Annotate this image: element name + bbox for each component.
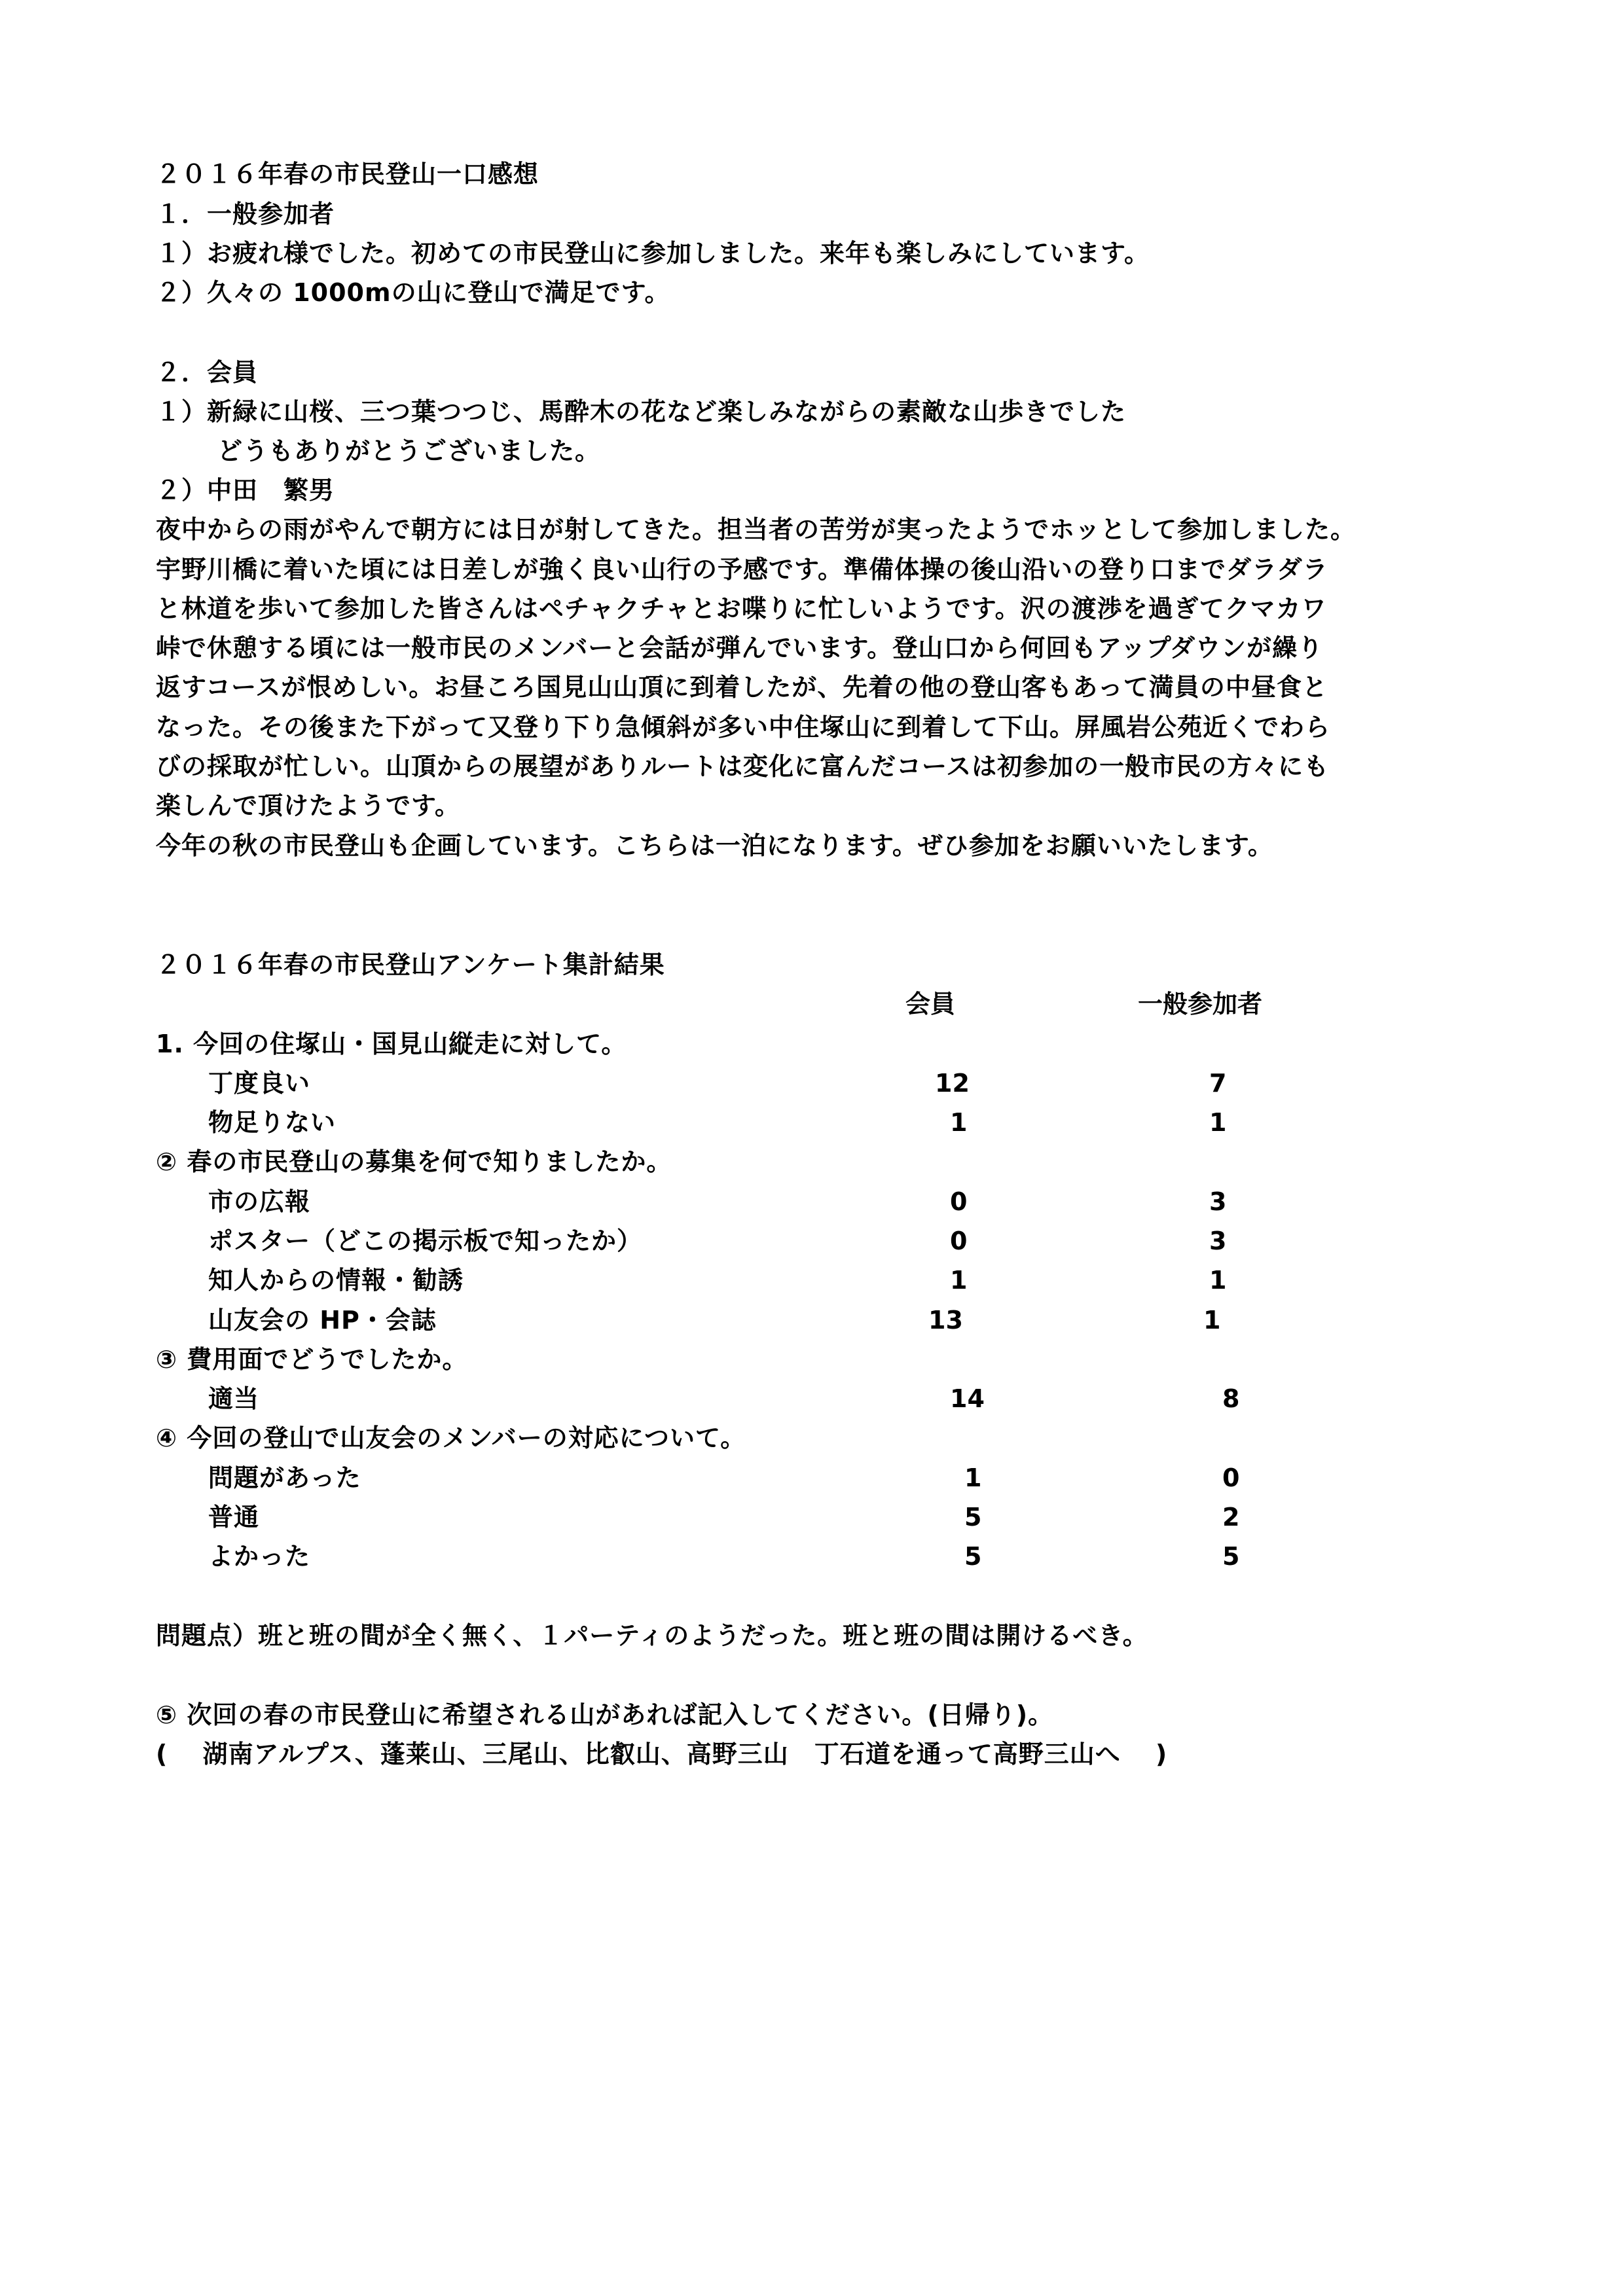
survey-answer-5: ( 湖南アルプス、蓬莱山、三尾山、比叡山、高野三山 丁石道を通って高野三山へ ) bbox=[156, 1740, 1168, 1768]
paragraph-line: 宇野川橋に着いた頃には日差しが強く良い山行の予感です。準備体操の後山沿いの登り口までダラダラ bbox=[156, 555, 1328, 584]
answer-label: 知人からの情報・勧誘 bbox=[208, 1266, 464, 1295]
member-count: 1 bbox=[950, 1266, 968, 1295]
paragraph-line: びの採取が忙しい。山頂からの展望がありルートは変化に富んだコースは初参加の一般市民の方々にも bbox=[156, 752, 1330, 781]
answer-label: 山友会の HP・会誌 bbox=[208, 1306, 437, 1335]
column-header-member: 会員 bbox=[905, 990, 956, 1018]
general-count: 2 bbox=[1222, 1503, 1240, 1532]
answer-label: 物足りない bbox=[208, 1108, 337, 1137]
members-heading: ２．会員 bbox=[156, 358, 259, 387]
column-header-general: 一般参加者 bbox=[1138, 990, 1263, 1018]
closing-line: 今年の秋の市民登山も企画しています。こちらは一泊になります。ぜひ参加をお願いいたします。 bbox=[156, 831, 1273, 860]
paragraph-line: 楽しんで頂けたようです。 bbox=[156, 791, 460, 820]
survey-question-2: ② 春の市民登山の募集を何で知りましたか。 bbox=[156, 1147, 672, 1176]
member-count: 0 bbox=[950, 1227, 968, 1255]
member-count: 1 bbox=[964, 1463, 982, 1492]
members-item-2-heading: ２）中田 繁男 bbox=[156, 476, 335, 505]
general-count: 1 bbox=[1209, 1108, 1227, 1137]
member-count: 1 bbox=[950, 1108, 968, 1137]
general-count: 1 bbox=[1209, 1266, 1227, 1295]
general-count: 8 bbox=[1222, 1384, 1240, 1413]
general-count: 7 bbox=[1209, 1069, 1227, 1098]
general-count: 3 bbox=[1209, 1227, 1227, 1255]
survey-title: ２０１６年春の市民登山アンケート集計結果 bbox=[156, 950, 665, 979]
general-item-2: ２）久々の 1000mの山に登山で満足です。 bbox=[156, 278, 670, 307]
answer-label: 丁度良い bbox=[208, 1069, 311, 1098]
answer-label: 普通 bbox=[208, 1503, 260, 1532]
general-item-1: １）お疲れ様でした。初めての市民登山に参加しました。来年も楽しみにしています。 bbox=[156, 239, 1150, 268]
problem-note: 問題点）班と班の間が全く無く、１パーティのようだった。班と班の間は開けるべき。 bbox=[156, 1621, 1148, 1650]
answer-label: ポスター（どこの掲示板で知ったか） bbox=[208, 1227, 643, 1255]
paragraph-line: 返すコースが恨めしい。お昼ころ国見山山頂に到着したが、先着の他の登山客もあって満員の中昼食と bbox=[156, 673, 1328, 702]
answer-label: よかった bbox=[208, 1542, 311, 1571]
answer-label: 適当 bbox=[208, 1384, 260, 1413]
member-count: 13 bbox=[928, 1306, 963, 1335]
paragraph-line: なった。その後また下がって又登り下り急傾斜が多い中住塚山に到着して下山。屏風岩公苑近くでわら bbox=[156, 713, 1331, 742]
paragraph-line: 夜中からの雨がやんで朝方には日が射してきた。担当者の苦労が実ったようでホッとして参加しました。 bbox=[156, 515, 1357, 544]
paragraph-line: 峠で休憩する頃には一般市民のメンバーと会話が弾んでいます。登山口から何回もアップダウンが繰り bbox=[156, 634, 1323, 662]
survey-question-3: ③ 費用面でどうでしたか。 bbox=[156, 1345, 468, 1374]
answer-label: 問題があった bbox=[208, 1463, 361, 1492]
survey-question-4: ④ 今回の登山で山友会のメンバーの対応について。 bbox=[156, 1424, 746, 1452]
member-count: 5 bbox=[964, 1503, 982, 1532]
member-count: 0 bbox=[950, 1187, 968, 1216]
general-count: 3 bbox=[1209, 1187, 1227, 1216]
impressions-title: ２０１６年春の市民登山一口感想 bbox=[156, 160, 539, 188]
member-count: 5 bbox=[964, 1542, 982, 1571]
member-count: 12 bbox=[935, 1069, 970, 1098]
members-item-1-line-1: １）新緑に山桜、三つ葉つつじ、馬酔木の花など楽しみながらの素敵な山歩きでした bbox=[156, 397, 1127, 426]
survey-question-5: ⑤ 次回の春の市民登山に希望される山があれば記入してください。(日帰り)。 bbox=[156, 1700, 1054, 1729]
general-heading: １．一般参加者 bbox=[156, 200, 335, 228]
members-item-1-line-2: どうもありがとうございました。 bbox=[217, 437, 601, 465]
member-count: 14 bbox=[950, 1384, 985, 1413]
answer-label: 市の広報 bbox=[208, 1187, 311, 1216]
general-count: 5 bbox=[1222, 1542, 1240, 1571]
general-count: 1 bbox=[1203, 1306, 1221, 1335]
paragraph-line: と林道を歩いて参加した皆さんはペチャクチャとお喋りに忙しいようです。沢の渡渉を過ぎてクマカワ bbox=[156, 594, 1327, 623]
general-count: 0 bbox=[1222, 1463, 1240, 1492]
survey-question-1: 1. 今回の住塚山・国見山縦走に対して。 bbox=[156, 1030, 627, 1058]
